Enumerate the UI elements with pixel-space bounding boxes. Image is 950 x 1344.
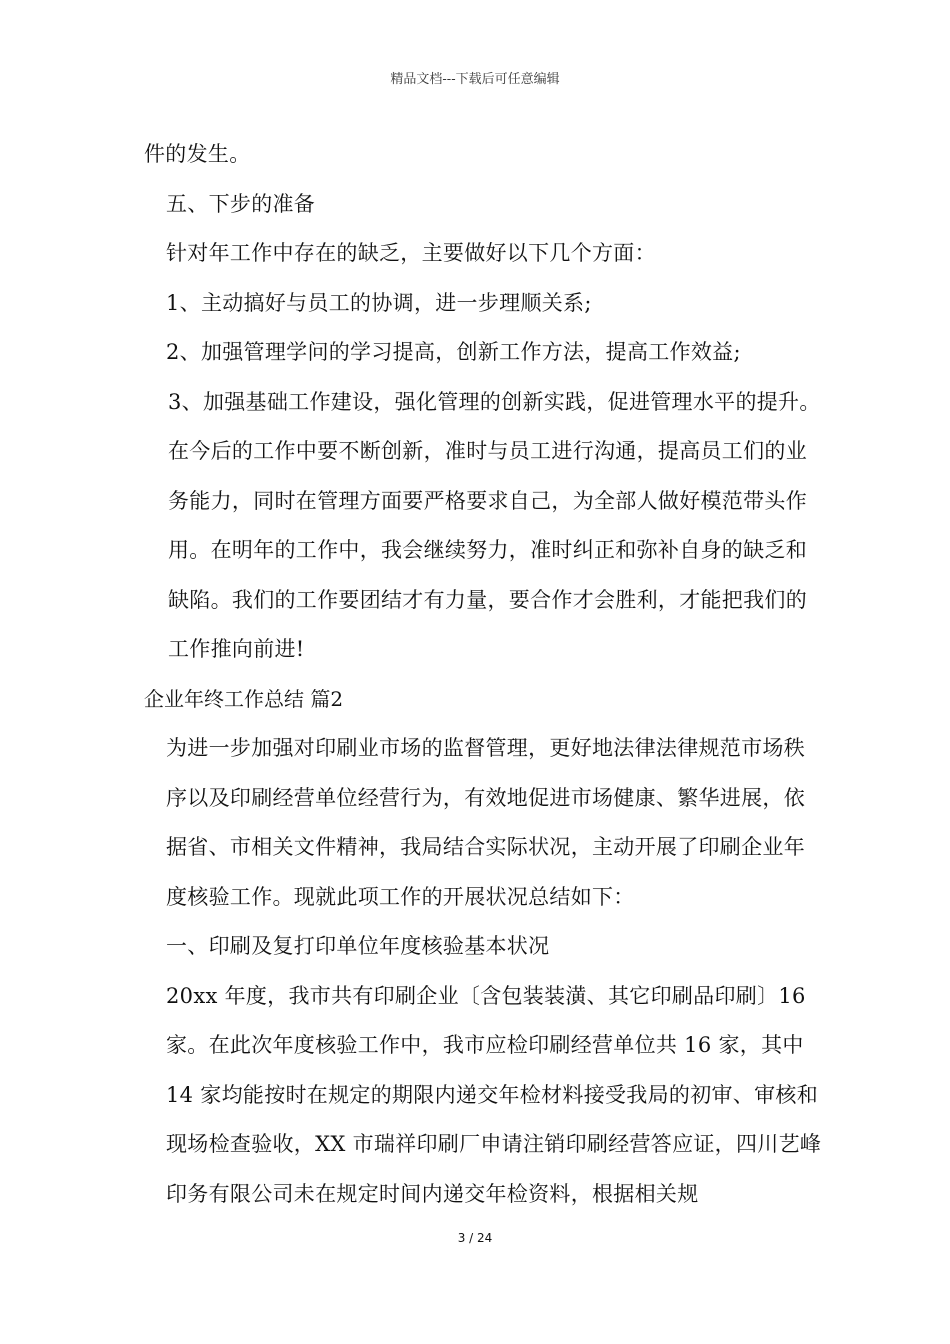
list-item-3 [144,378,824,675]
list-item-1: 1、主动搞好与员工的协调，进一步理顺关系; [166,290,592,315]
document-body [144,130,824,1219]
paragraph-intro: 针对年工作中存在的缺乏，主要做好以下几个方面： [166,241,656,265]
paragraph-continuation: 件的发生。 [144,142,251,166]
section-title-part-2: 企业年终工作总结 篇2 [144,686,344,711]
page-header: 精品文档---下载后可任意编辑 [390,72,560,87]
paragraph-part-2-intro: 为进一步加强对印刷业市场的监督管理，更好地法律法律规范市场秩序以及印刷经营单位经营行为，有效地促进市场健康、繁华进展，依据省、市相关文件精神，我局结合实际状况，主动开展了印刷企业年度核验工作。现就此项工作的开展状况总结如下： [166,736,805,909]
page-number: 3 / 24 [457,1231,493,1245]
paragraph-annual-review: 20xx 年度，我市共有印刷企业〔含包装装潢、其它印刷品印刷〕16 家。在此次年度核验工作中，我市应检印刷经营单位共 16 家，其中 14 家均能按时在规定的期限内递交年检材料接受我局的初审、审核和现场检查验收，XX 市瑞祥印刷厂申请注销印刷经营答应证，四川艺峰印务有限公司未在规定时间内递交年检资料，根据相关规 [166,983,822,1206]
section-heading-next-steps: 五、下步的准备 [166,191,316,216]
section-heading-basic-status: 一、印刷及复打印单位年度核验基本状况 [166,934,550,958]
list-item-3-text: 3、加强基础工作建设，强化管理的创新实践，促进管理水平的提升。在今后的工作中要不断创新，准时与员工进行沟通，提高员工们的业务能力，同时在管理方面要严格要求自己，为全部人做好模范带头作用。在明年的工作中，我会继续努力，准时纠正和弥补自身的缺乏和缺陷。我们的工作要团结才有力量，要合作才会胜利，才能把我们的工作推向前进! [168,389,821,661]
list-item-2: 2、加强管理学问的学习提高，创新工作方法，提高工作效益; [166,340,741,364]
